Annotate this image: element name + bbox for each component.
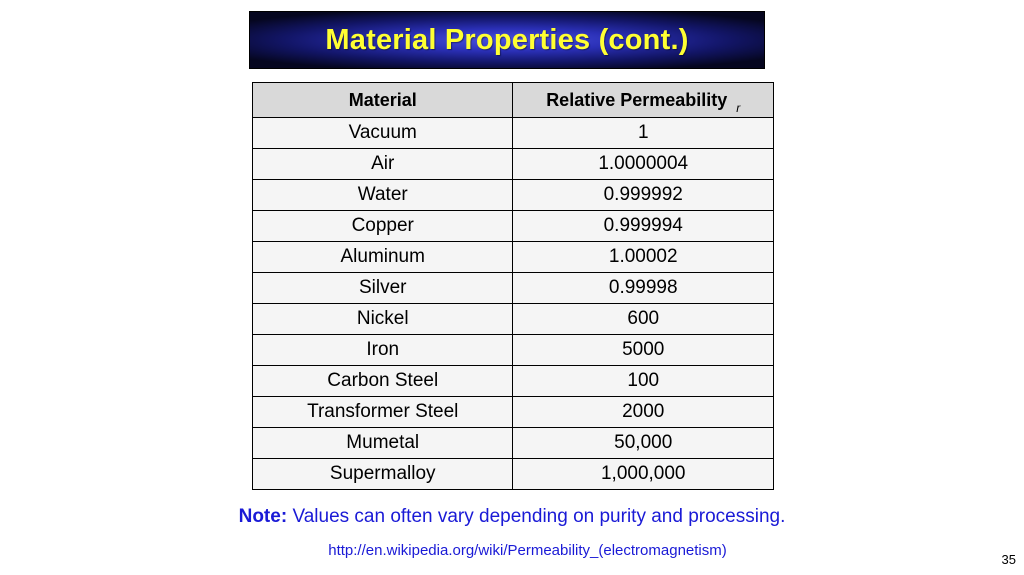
permeability-cell: 1.00002 bbox=[513, 242, 774, 273]
header-material: Material bbox=[253, 83, 513, 118]
table-row bbox=[253, 304, 774, 335]
material-cell: Transformer Steel bbox=[253, 397, 513, 428]
table-row bbox=[253, 211, 774, 242]
material-cell: Carbon Steel bbox=[253, 366, 513, 397]
note-label: Note: bbox=[238, 506, 288, 527]
material-cell: Nickel bbox=[253, 304, 513, 335]
page-number: 35 bbox=[1001, 552, 1016, 567]
table-row bbox=[253, 335, 774, 366]
title-banner bbox=[249, 11, 765, 69]
material-cell: Aluminum bbox=[253, 242, 513, 273]
table-row bbox=[253, 366, 774, 397]
slide-title: Material Properties (cont.) bbox=[325, 23, 689, 56]
source-link[interactable]: http://en.wikipedia.org/wiki/Permeability_(electromagnetism) bbox=[328, 542, 727, 559]
permeability-cell: 1 bbox=[513, 118, 774, 149]
header-permeability bbox=[513, 83, 774, 118]
table-row bbox=[253, 242, 774, 273]
note bbox=[0, 506, 1024, 528]
table-row bbox=[253, 428, 774, 459]
permeability-cell: 0.999994 bbox=[513, 211, 774, 242]
material-cell: Copper bbox=[253, 211, 513, 242]
material-cell: Vacuum bbox=[253, 118, 513, 149]
permeability-table bbox=[252, 82, 774, 490]
table-body bbox=[253, 118, 774, 490]
table-header-row bbox=[253, 83, 774, 118]
permeability-cell: 0.99998 bbox=[513, 273, 774, 304]
permeability-cell: 1,000,000 bbox=[513, 459, 774, 490]
table-row bbox=[253, 149, 774, 180]
header-permeability-subscript: r bbox=[736, 100, 741, 115]
permeability-cell: 100 bbox=[513, 366, 774, 397]
table-row bbox=[253, 180, 774, 211]
permeability-cell: 2000 bbox=[513, 397, 774, 428]
table-row bbox=[253, 459, 774, 490]
material-cell: Iron bbox=[253, 335, 513, 366]
permeability-cell: 50,000 bbox=[513, 428, 774, 459]
permeability-cell: 1.0000004 bbox=[513, 149, 774, 180]
material-cell: Water bbox=[253, 180, 513, 211]
header-permeability-label: Relative Permeability bbox=[546, 89, 728, 110]
permeability-cell: 600 bbox=[513, 304, 774, 335]
material-cell: Silver bbox=[253, 273, 513, 304]
note-text: Values can often vary depending on purity and processing. bbox=[292, 506, 786, 527]
permeability-cell: 5000 bbox=[513, 335, 774, 366]
table-row bbox=[253, 118, 774, 149]
material-cell: Mumetal bbox=[253, 428, 513, 459]
material-cell: Air bbox=[253, 149, 513, 180]
material-cell: Supermalloy bbox=[253, 459, 513, 490]
table-row bbox=[253, 397, 774, 428]
permeability-cell: 0.999992 bbox=[513, 180, 774, 211]
table-row bbox=[253, 273, 774, 304]
